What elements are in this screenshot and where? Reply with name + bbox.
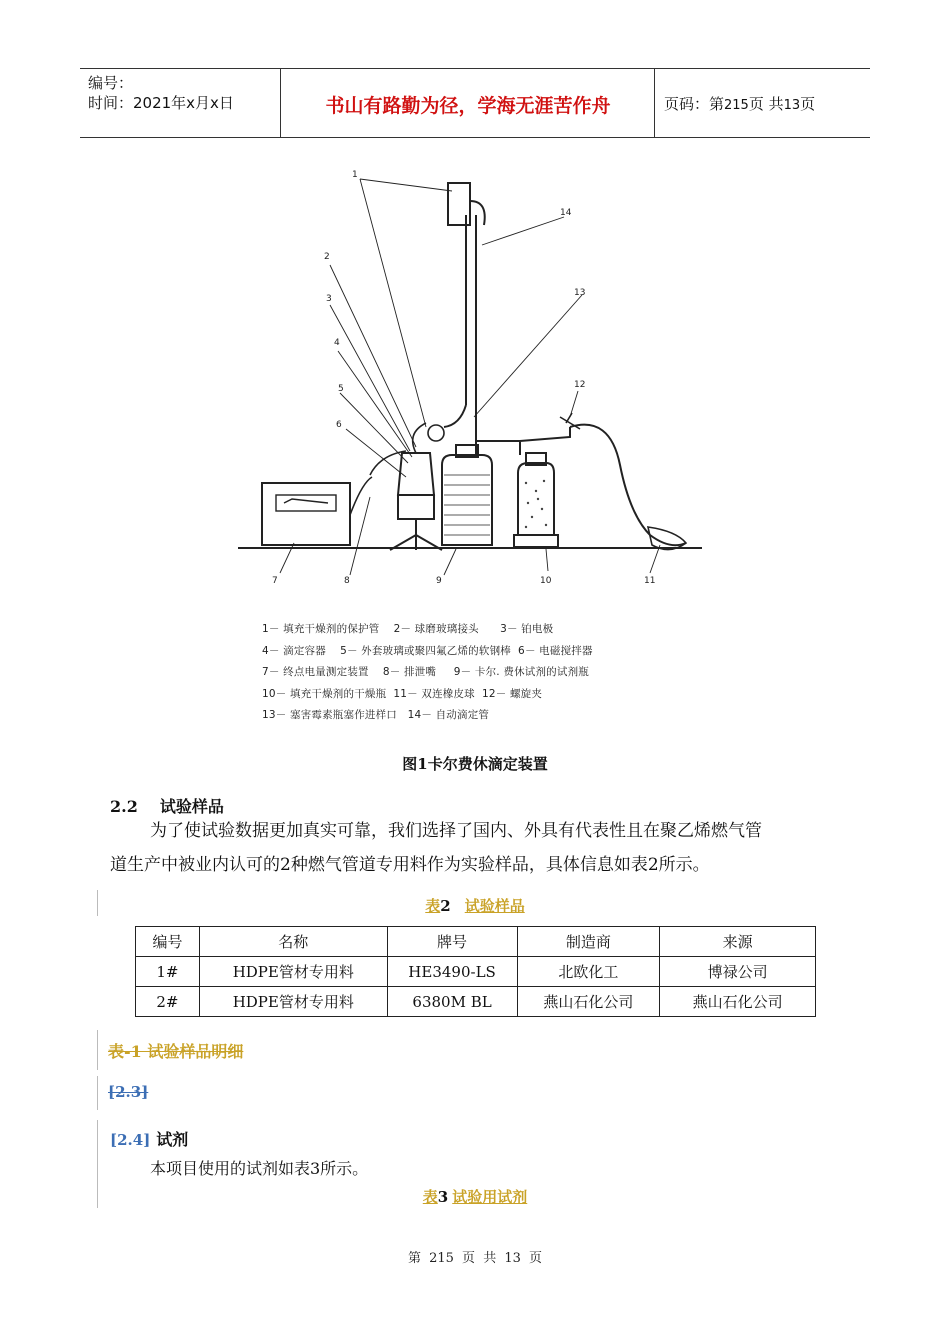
deleted-section-2-3: [2.3] (108, 1083, 149, 1101)
callout-14: 14 (560, 208, 572, 218)
header-page-mid: 页 共 (748, 95, 784, 113)
section-number: 2.2 (110, 797, 138, 816)
callout-2: 2 (324, 252, 330, 262)
table3-caption-prefix: 表 (422, 1188, 438, 1206)
samples-table (135, 926, 816, 1017)
table-cell: 燕山石化公司 (517, 987, 660, 1017)
paragraph-line: 本项目使用的试剂如表3所示。 (150, 1159, 369, 1178)
table-cell: 燕山石化公司 (660, 987, 816, 1017)
revision-bar (97, 1076, 98, 1110)
table-cell: HE3490-LS (387, 957, 517, 987)
table-cell: 6380M BL (387, 987, 517, 1017)
legend-line: 10－ 填充干燥剂的干燥瓶 11－ 双连橡皮球 12－ 螺旋夹 (262, 687, 543, 700)
table-header-cell: 牌号 (387, 927, 517, 957)
legend-line: 7－ 终点电量测定装置 8－ 排泄嘴 9－ 卡尔. 费休试剂的试剂瓶 (262, 666, 589, 678)
table-cell: 2# (136, 987, 200, 1017)
header-divider (280, 69, 281, 137)
header-page-num: 215 (724, 98, 749, 113)
callout-4: 4 (334, 338, 340, 348)
callout-8: 8 (344, 576, 350, 585)
figure-legend (262, 619, 593, 727)
table-row (136, 987, 816, 1017)
table-header-cell: 名称 (199, 927, 387, 957)
section-number: [2.4] (110, 1131, 151, 1149)
table-header-cell: 制造商 (517, 927, 660, 957)
table-cell: 1# (136, 957, 200, 987)
legend-line: 4－ 滴定容器 5－ 外套玻璃或聚四氟乙烯的软钢棒 6－ 电磁搅拌器 (262, 644, 593, 657)
header-meta (88, 73, 234, 113)
paragraph-line: 道生产中被业内认可的2种燃气管道专用料作为实验样品，具体信息如表2所示。 (110, 855, 710, 875)
callout-12: 12 (574, 380, 586, 390)
header-motto: 书山有路勤为径，学海无涯苦作舟 (325, 95, 611, 117)
table2-caption-num: 2 (440, 897, 451, 915)
paragraph-line: 为了使试验数据更加真实可靠，我们选择了国内、外具有代表性且在聚乙烯燃气管 (150, 821, 762, 841)
header-date-label: 时间：2021年x月x日 (88, 94, 234, 112)
karl-fischer-apparatus-figure (230, 165, 710, 585)
table-cell: HDPE管材专用料 (199, 957, 387, 987)
table3-caption-num: 3 (437, 1188, 449, 1206)
callout-11: 11 (644, 576, 656, 585)
revision-bar (97, 1030, 98, 1070)
callout-10: 10 (540, 576, 552, 585)
table-header-cell: 来源 (660, 927, 816, 957)
page-footer: 第 215 页 共 13 页 (407, 1251, 543, 1266)
figure-caption: 图1卡尔费休滴定装置 (402, 755, 548, 773)
table-cell: 北欧化工 (517, 957, 660, 987)
paragraph-reagents (110, 1152, 840, 1186)
table-cell: HDPE管材专用料 (199, 987, 387, 1017)
callout-1: 1 (352, 170, 358, 180)
legend-line: 13－ 塞害霉素瓶塞作进样口 14－ 自动滴定管 (262, 709, 490, 721)
header-page-info (664, 93, 815, 114)
table2-caption-title: 试验样品 (464, 897, 525, 915)
table-row (136, 957, 816, 987)
paragraph-samples (110, 814, 840, 882)
deleted-table1-title: 表-1 试验样品明细 (108, 1042, 244, 1061)
table3-caption-title: 试验用试剂 (452, 1188, 528, 1206)
header-page-suffix: 页 (800, 95, 816, 113)
table-header-cell: 编号 (136, 927, 200, 957)
section-title: 试剂 (156, 1130, 189, 1149)
header-number-label: 编号： (88, 74, 134, 92)
page-header (80, 68, 870, 138)
header-page-total: 13 (783, 98, 801, 113)
section-title: 试验样品 (159, 797, 224, 816)
callout-7: 7 (272, 576, 278, 585)
header-divider (654, 69, 655, 137)
callout-13: 13 (574, 288, 586, 298)
callout-9: 9 (436, 576, 442, 585)
section-heading-2-4 (110, 1127, 188, 1150)
table2-caption (0, 895, 950, 916)
header-page-prefix: 页码：第 (664, 95, 725, 113)
table-header-row (136, 927, 816, 957)
callout-6: 6 (336, 420, 342, 430)
table2-caption-prefix: 表 (425, 897, 441, 915)
table3-caption (0, 1186, 950, 1207)
legend-line: 1－ 填充干燥剂的保护管 2－ 球磨玻璃接头 3－ 铂电极 (262, 623, 554, 635)
callout-5: 5 (338, 384, 344, 394)
table-cell: 博禄公司 (660, 957, 816, 987)
callout-3: 3 (326, 294, 332, 304)
